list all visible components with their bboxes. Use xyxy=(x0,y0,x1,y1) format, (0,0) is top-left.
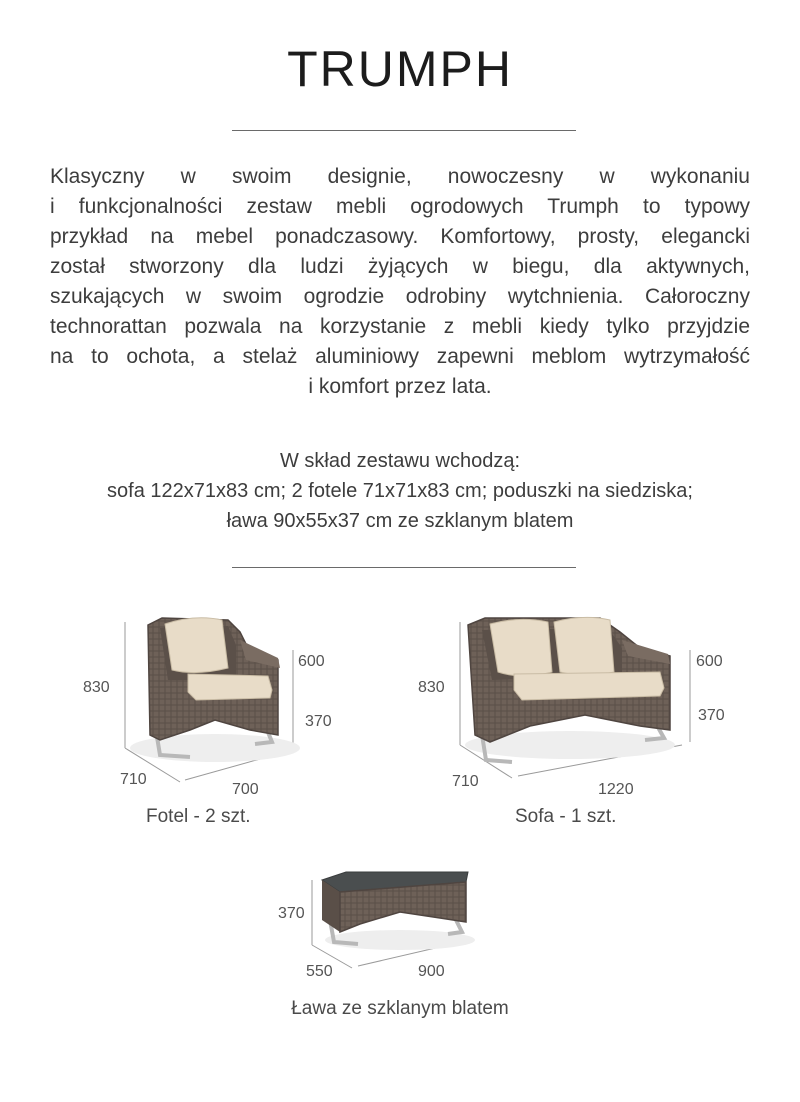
description-line: technorattan pozwala na korzystanie z mebli kiedy tylko przyjdzie xyxy=(50,315,750,338)
sofa-caption: Sofa - 1 szt. xyxy=(515,806,617,827)
sofa-illustration xyxy=(418,617,725,798)
description-line: i funkcjonalności zestaw mebli ogrodowych Trumph to typowy xyxy=(50,195,750,218)
armchair-illustration xyxy=(83,618,332,798)
armchair-back-height: 600 xyxy=(298,653,325,670)
armchair-caption: Fotel - 2 szt. xyxy=(146,806,251,827)
set-line: sofa 122x71x83 cm; 2 fotele 71x71x83 cm; poduszki na siedziska; xyxy=(107,480,693,502)
sofa-width: 1220 xyxy=(598,781,634,798)
description-line: Klasyczny w swoim designie, nowoczesny w wykonaniu xyxy=(50,165,750,188)
set-heading: W skład zestawu wchodzą: xyxy=(279,450,521,472)
table-height: 370 xyxy=(278,905,305,922)
description-line: został stworzony dla ludzi żyjących w biegu, dla aktywnych, xyxy=(50,255,750,278)
armchair-height: 830 xyxy=(83,679,110,696)
table-depth: 550 xyxy=(306,963,333,980)
description-line: przykład na mebel ponadczasowy. Komfortowy, prosty, elegancki xyxy=(50,225,750,248)
description-line: na to ochota, a stelaż aluminiowy zapewni meblom wytrzymałość xyxy=(50,345,750,368)
sofa-depth: 710 xyxy=(452,773,479,790)
armchair-depth: 710 xyxy=(120,771,147,788)
sofa-seat-height: 370 xyxy=(698,707,725,724)
set-line: ława 90x55x37 cm ze szklanym blatem xyxy=(226,510,574,532)
product-title: TRUMPH xyxy=(287,41,513,97)
description-line: i komfort przez lata. xyxy=(308,375,492,398)
armchair-width: 700 xyxy=(232,781,259,798)
table-width: 900 xyxy=(418,963,445,980)
table-caption: Ława ze szklanym blatem xyxy=(291,998,509,1019)
armchair-seat-height: 370 xyxy=(305,713,332,730)
sofa-back-height: 600 xyxy=(696,653,723,670)
description-line: szukających w swoim ogrodzie odrobiny wytchnienia. Całoroczny xyxy=(50,285,750,308)
table-illustration xyxy=(278,872,475,980)
sofa-height: 830 xyxy=(418,679,445,696)
